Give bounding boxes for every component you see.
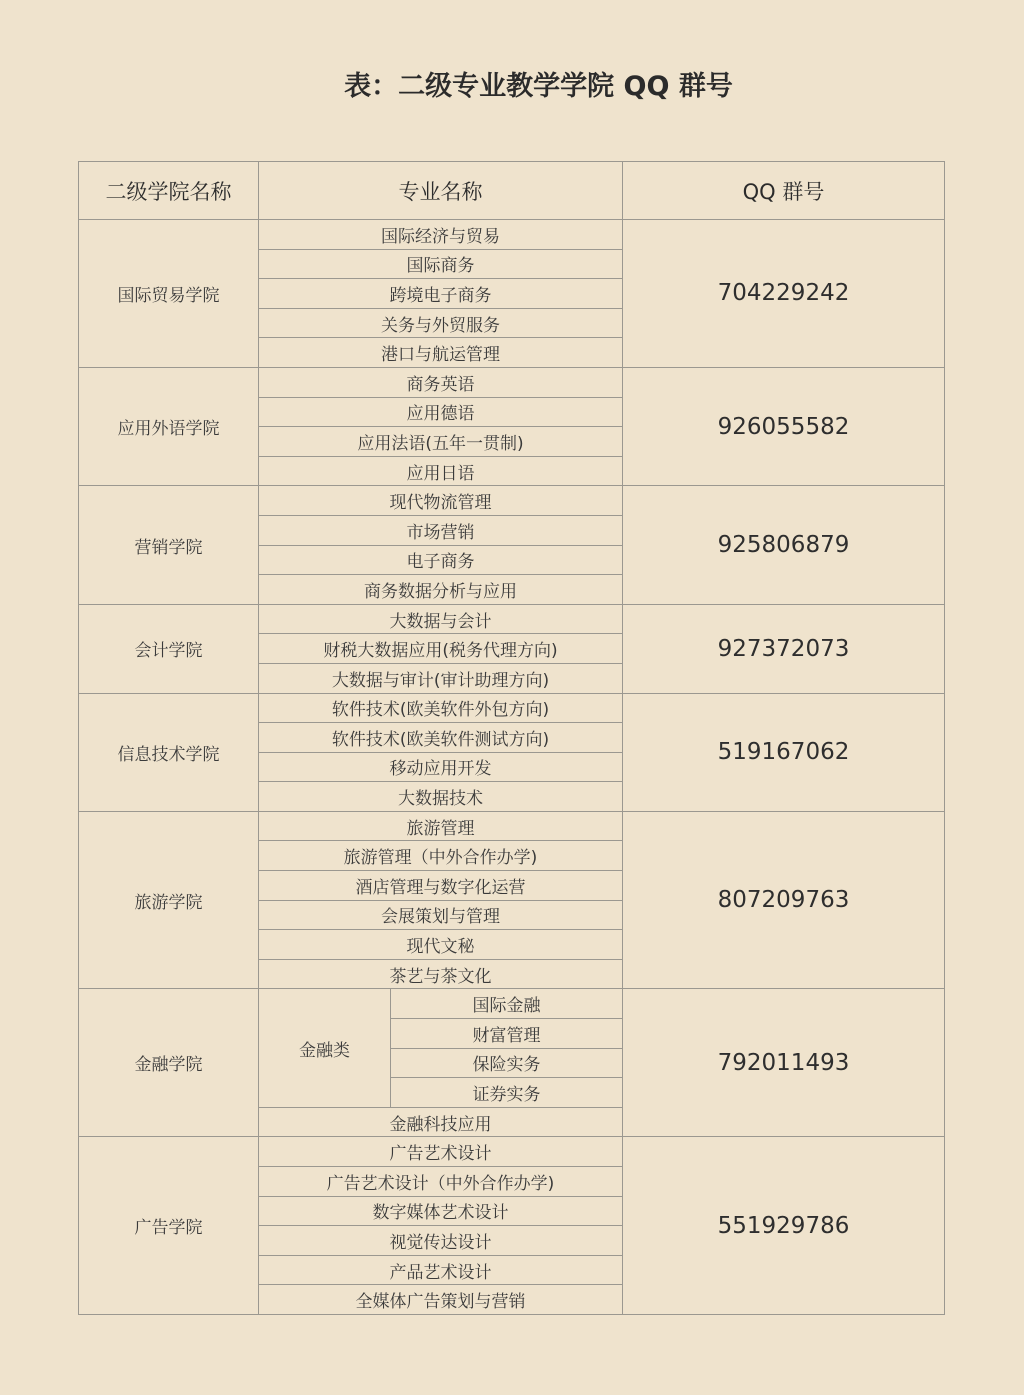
header-major: 专业名称 <box>259 162 623 220</box>
college-name: 金融学院 <box>79 989 259 1137</box>
major-name: 跨境电子商务 <box>259 279 623 309</box>
major-name: 财税大数据应用(税务代理方向) <box>259 634 623 664</box>
table-row <box>79 811 945 841</box>
major-name: 会展策划与管理 <box>259 900 623 930</box>
header-college: 二级学院名称 <box>79 162 259 220</box>
major-name: 国际经济与贸易 <box>259 220 623 250</box>
college-name: 营销学院 <box>79 486 259 604</box>
college-name: 旅游学院 <box>79 811 259 989</box>
major-name: 关务与外贸服务 <box>259 308 623 338</box>
major-name: 软件技术(欧美软件外包方向) <box>259 693 623 723</box>
major-category: 金融类 <box>259 989 391 1107</box>
major-name: 广告艺术设计（中外合作办学) <box>259 1167 623 1197</box>
major-name: 酒店管理与数字化运营 <box>259 871 623 901</box>
major-name: 广告艺术设计 <box>259 1137 623 1167</box>
college-name: 会计学院 <box>79 604 259 693</box>
major-name: 应用德语 <box>259 397 623 427</box>
qq-number: 925806879 <box>623 486 945 604</box>
major-name: 商务英语 <box>259 367 623 397</box>
table-row <box>79 220 945 250</box>
qq-group-table <box>78 161 945 1315</box>
table-row <box>79 1137 945 1167</box>
qq-number: 519167062 <box>623 693 945 811</box>
major-name: 数字媒体艺术设计 <box>259 1196 623 1226</box>
major-name: 金融科技应用 <box>259 1107 623 1137</box>
header-qq: QQ 群号 <box>623 162 945 220</box>
major-name: 旅游管理（中外合作办学) <box>259 841 623 871</box>
table-row <box>79 989 945 1019</box>
major-name: 软件技术(欧美软件测试方向) <box>259 723 623 753</box>
major-name: 视觉传达设计 <box>259 1226 623 1256</box>
page-title: 表：二级专业教学学院 QQ 群号 <box>344 71 733 102</box>
major-name: 证券实务 <box>391 1078 623 1108</box>
major-name: 现代文秘 <box>259 930 623 960</box>
major-name: 大数据技术 <box>259 782 623 812</box>
major-name: 全媒体广告策划与营销 <box>259 1285 623 1315</box>
table-row <box>79 693 945 723</box>
qq-number: 927372073 <box>623 604 945 693</box>
major-name: 电子商务 <box>259 545 623 575</box>
major-name: 移动应用开发 <box>259 752 623 782</box>
qq-number: 551929786 <box>623 1137 945 1315</box>
major-name: 产品艺术设计 <box>259 1255 623 1285</box>
qq-number: 704229242 <box>623 220 945 368</box>
major-name: 大数据与会计 <box>259 604 623 634</box>
major-name: 商务数据分析与应用 <box>259 575 623 605</box>
college-name: 广告学院 <box>79 1137 259 1315</box>
table-row <box>79 486 945 516</box>
major-name: 应用法语(五年一贯制) <box>259 427 623 457</box>
major-name: 市场营销 <box>259 515 623 545</box>
qq-number: 807209763 <box>623 811 945 989</box>
major-name: 保险实务 <box>391 1048 623 1078</box>
table-header-row <box>79 162 945 220</box>
qq-number: 792011493 <box>623 989 945 1137</box>
table-row <box>79 367 945 397</box>
major-name: 大数据与审计(审计助理方向) <box>259 663 623 693</box>
major-name: 茶艺与茶文化 <box>259 959 623 989</box>
major-name: 财富管理 <box>391 1019 623 1049</box>
college-name: 国际贸易学院 <box>79 220 259 368</box>
table-row <box>79 604 945 634</box>
major-name: 现代物流管理 <box>259 486 623 516</box>
college-name: 信息技术学院 <box>79 693 259 811</box>
qq-number: 926055582 <box>623 367 945 485</box>
major-name: 国际金融 <box>391 989 623 1019</box>
major-name: 旅游管理 <box>259 811 623 841</box>
major-name: 港口与航运管理 <box>259 338 623 368</box>
major-name: 应用日语 <box>259 456 623 486</box>
major-name: 国际商务 <box>259 249 623 279</box>
college-name: 应用外语学院 <box>79 367 259 485</box>
